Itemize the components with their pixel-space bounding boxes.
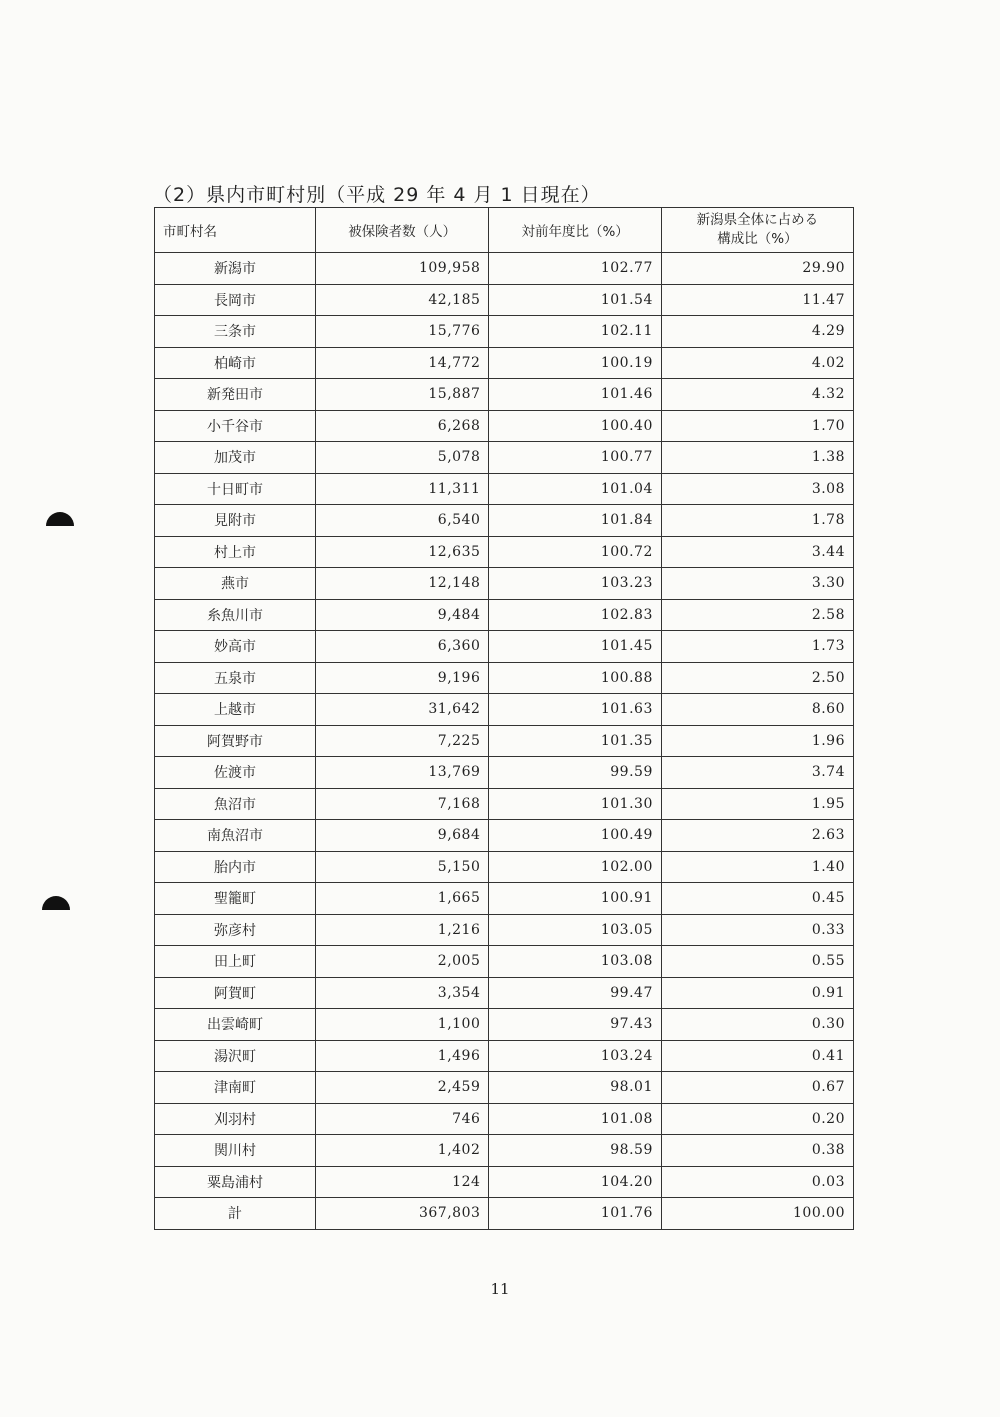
row-ratio: 102.00 xyxy=(489,851,661,883)
header-share-line2: 構成比（%） xyxy=(717,231,798,247)
row-share: 1.95 xyxy=(661,788,853,820)
row-insured: 6,540 xyxy=(316,505,489,537)
row-insured: 9,196 xyxy=(316,662,489,694)
row-insured: 15,776 xyxy=(316,316,489,348)
row-name: 村上市 xyxy=(155,536,316,568)
row-share: 1.73 xyxy=(661,631,853,663)
table-row xyxy=(155,883,854,915)
row-name: 阿賀町 xyxy=(155,977,316,1009)
table-row xyxy=(155,316,854,348)
total-name: 計 xyxy=(155,1198,316,1230)
row-insured: 13,769 xyxy=(316,757,489,789)
table-row xyxy=(155,1135,854,1167)
row-name: 阿賀野市 xyxy=(155,725,316,757)
table-row xyxy=(155,599,854,631)
row-share: 8.60 xyxy=(661,694,853,726)
row-share: 4.32 xyxy=(661,379,853,411)
row-ratio: 101.46 xyxy=(489,379,661,411)
row-share: 1.38 xyxy=(661,442,853,474)
table-row xyxy=(155,442,854,474)
row-share: 0.33 xyxy=(661,914,853,946)
row-share: 4.02 xyxy=(661,347,853,379)
table-row xyxy=(155,284,854,316)
row-insured: 1,496 xyxy=(316,1040,489,1072)
table-row xyxy=(155,725,854,757)
row-share: 3.44 xyxy=(661,536,853,568)
table-row xyxy=(155,1009,854,1041)
row-ratio: 101.63 xyxy=(489,694,661,726)
row-insured: 1,402 xyxy=(316,1135,489,1167)
row-name: 長岡市 xyxy=(155,284,316,316)
row-ratio: 102.11 xyxy=(489,316,661,348)
row-insured: 124 xyxy=(316,1166,489,1198)
row-insured: 109,958 xyxy=(316,253,489,285)
table-row xyxy=(155,473,854,505)
row-name: 聖籠町 xyxy=(155,883,316,915)
punch-hole-mark xyxy=(42,896,70,910)
row-share: 0.55 xyxy=(661,946,853,978)
row-ratio: 98.59 xyxy=(489,1135,661,1167)
row-ratio: 103.05 xyxy=(489,914,661,946)
total-insured: 367,803 xyxy=(316,1198,489,1230)
insured-by-municipality-table xyxy=(154,207,854,1230)
row-share: 29.90 xyxy=(661,253,853,285)
table-row xyxy=(155,914,854,946)
table-row xyxy=(155,631,854,663)
row-name: 柏崎市 xyxy=(155,347,316,379)
row-name: 加茂市 xyxy=(155,442,316,474)
table-row xyxy=(155,977,854,1009)
row-ratio: 99.59 xyxy=(489,757,661,789)
row-insured: 14,772 xyxy=(316,347,489,379)
row-name: 胎内市 xyxy=(155,851,316,883)
table-row xyxy=(155,568,854,600)
table-row xyxy=(155,379,854,411)
row-ratio: 100.19 xyxy=(489,347,661,379)
row-share: 0.91 xyxy=(661,977,853,1009)
row-share: 2.50 xyxy=(661,662,853,694)
row-ratio: 100.77 xyxy=(489,442,661,474)
row-ratio: 101.54 xyxy=(489,284,661,316)
row-ratio: 101.30 xyxy=(489,788,661,820)
header-ratio: 対前年度比（%） xyxy=(489,208,661,253)
punch-hole-mark xyxy=(46,512,74,526)
table-row xyxy=(155,851,854,883)
row-share: 2.58 xyxy=(661,599,853,631)
row-insured: 3,354 xyxy=(316,977,489,1009)
row-name: 出雲崎町 xyxy=(155,1009,316,1041)
total-share: 100.00 xyxy=(661,1198,853,1230)
row-insured: 7,225 xyxy=(316,725,489,757)
row-insured: 6,360 xyxy=(316,631,489,663)
row-ratio: 101.45 xyxy=(489,631,661,663)
row-name: 新発田市 xyxy=(155,379,316,411)
total-row xyxy=(155,1198,854,1230)
row-ratio: 103.23 xyxy=(489,568,661,600)
table-row xyxy=(155,757,854,789)
section-title: （2）県内市町村別（平成 29 年 4 月 1 日現在） xyxy=(153,184,601,206)
row-insured: 5,078 xyxy=(316,442,489,474)
row-share: 0.45 xyxy=(661,883,853,915)
row-ratio: 100.49 xyxy=(489,820,661,852)
row-share: 1.70 xyxy=(661,410,853,442)
row-name: 糸魚川市 xyxy=(155,599,316,631)
header-name: 市町村名 xyxy=(155,208,316,253)
row-ratio: 101.84 xyxy=(489,505,661,537)
row-ratio: 101.04 xyxy=(489,473,661,505)
table-row xyxy=(155,1040,854,1072)
row-share: 1.96 xyxy=(661,725,853,757)
row-share: 2.63 xyxy=(661,820,853,852)
row-insured: 2,005 xyxy=(316,946,489,978)
row-share: 3.74 xyxy=(661,757,853,789)
row-ratio: 101.35 xyxy=(489,725,661,757)
row-share: 3.30 xyxy=(661,568,853,600)
row-ratio: 100.88 xyxy=(489,662,661,694)
table-row xyxy=(155,1103,854,1135)
table-row xyxy=(155,1072,854,1104)
row-share: 0.38 xyxy=(661,1135,853,1167)
row-share: 0.67 xyxy=(661,1072,853,1104)
table-row xyxy=(155,347,854,379)
header-share-line1: 新潟県全体に占める xyxy=(696,212,819,228)
row-name: 刈羽村 xyxy=(155,1103,316,1135)
header-insured: 被保険者数（人） xyxy=(316,208,489,253)
row-insured: 12,148 xyxy=(316,568,489,600)
row-name: 燕市 xyxy=(155,568,316,600)
row-ratio: 102.83 xyxy=(489,599,661,631)
row-name: 粟島浦村 xyxy=(155,1166,316,1198)
table-row xyxy=(155,1166,854,1198)
row-insured: 15,887 xyxy=(316,379,489,411)
row-ratio: 100.72 xyxy=(489,536,661,568)
row-name: 見附市 xyxy=(155,505,316,537)
row-insured: 5,150 xyxy=(316,851,489,883)
row-insured: 42,185 xyxy=(316,284,489,316)
row-share: 1.40 xyxy=(661,851,853,883)
row-name: 南魚沼市 xyxy=(155,820,316,852)
row-ratio: 100.40 xyxy=(489,410,661,442)
row-share: 11.47 xyxy=(661,284,853,316)
row-ratio: 101.08 xyxy=(489,1103,661,1135)
row-share: 4.29 xyxy=(661,316,853,348)
header-share xyxy=(661,208,853,253)
table-row xyxy=(155,505,854,537)
row-share: 0.41 xyxy=(661,1040,853,1072)
row-name: 魚沼市 xyxy=(155,788,316,820)
row-ratio: 98.01 xyxy=(489,1072,661,1104)
row-name: 上越市 xyxy=(155,694,316,726)
row-insured: 1,216 xyxy=(316,914,489,946)
row-ratio: 103.08 xyxy=(489,946,661,978)
row-name: 三条市 xyxy=(155,316,316,348)
row-share: 0.30 xyxy=(661,1009,853,1041)
row-name: 佐渡市 xyxy=(155,757,316,789)
row-name: 小千谷市 xyxy=(155,410,316,442)
row-name: 津南町 xyxy=(155,1072,316,1104)
table-row xyxy=(155,694,854,726)
row-insured: 1,665 xyxy=(316,883,489,915)
row-insured: 9,684 xyxy=(316,820,489,852)
table-header-row xyxy=(155,208,854,253)
table-row xyxy=(155,253,854,285)
row-share: 3.08 xyxy=(661,473,853,505)
table-row xyxy=(155,946,854,978)
row-insured: 7,168 xyxy=(316,788,489,820)
table-row xyxy=(155,536,854,568)
row-insured: 12,635 xyxy=(316,536,489,568)
table-row xyxy=(155,410,854,442)
row-share: 1.78 xyxy=(661,505,853,537)
row-ratio: 99.47 xyxy=(489,977,661,1009)
row-name: 五泉市 xyxy=(155,662,316,694)
row-ratio: 97.43 xyxy=(489,1009,661,1041)
row-insured: 2,459 xyxy=(316,1072,489,1104)
row-insured: 31,642 xyxy=(316,694,489,726)
row-insured: 1,100 xyxy=(316,1009,489,1041)
row-insured: 11,311 xyxy=(316,473,489,505)
total-ratio: 101.76 xyxy=(489,1198,661,1230)
row-name: 弥彦村 xyxy=(155,914,316,946)
row-ratio: 103.24 xyxy=(489,1040,661,1072)
row-name: 田上町 xyxy=(155,946,316,978)
row-ratio: 104.20 xyxy=(489,1166,661,1198)
row-name: 関川村 xyxy=(155,1135,316,1167)
page-number: 11 xyxy=(490,1280,510,1298)
table-row xyxy=(155,820,854,852)
row-name: 十日町市 xyxy=(155,473,316,505)
row-name: 妙高市 xyxy=(155,631,316,663)
table-row xyxy=(155,662,854,694)
row-share: 0.03 xyxy=(661,1166,853,1198)
row-insured: 6,268 xyxy=(316,410,489,442)
row-ratio: 102.77 xyxy=(489,253,661,285)
row-name: 新潟市 xyxy=(155,253,316,285)
row-insured: 746 xyxy=(316,1103,489,1135)
row-share: 0.20 xyxy=(661,1103,853,1135)
row-insured: 9,484 xyxy=(316,599,489,631)
row-ratio: 100.91 xyxy=(489,883,661,915)
table-row xyxy=(155,788,854,820)
row-name: 湯沢町 xyxy=(155,1040,316,1072)
